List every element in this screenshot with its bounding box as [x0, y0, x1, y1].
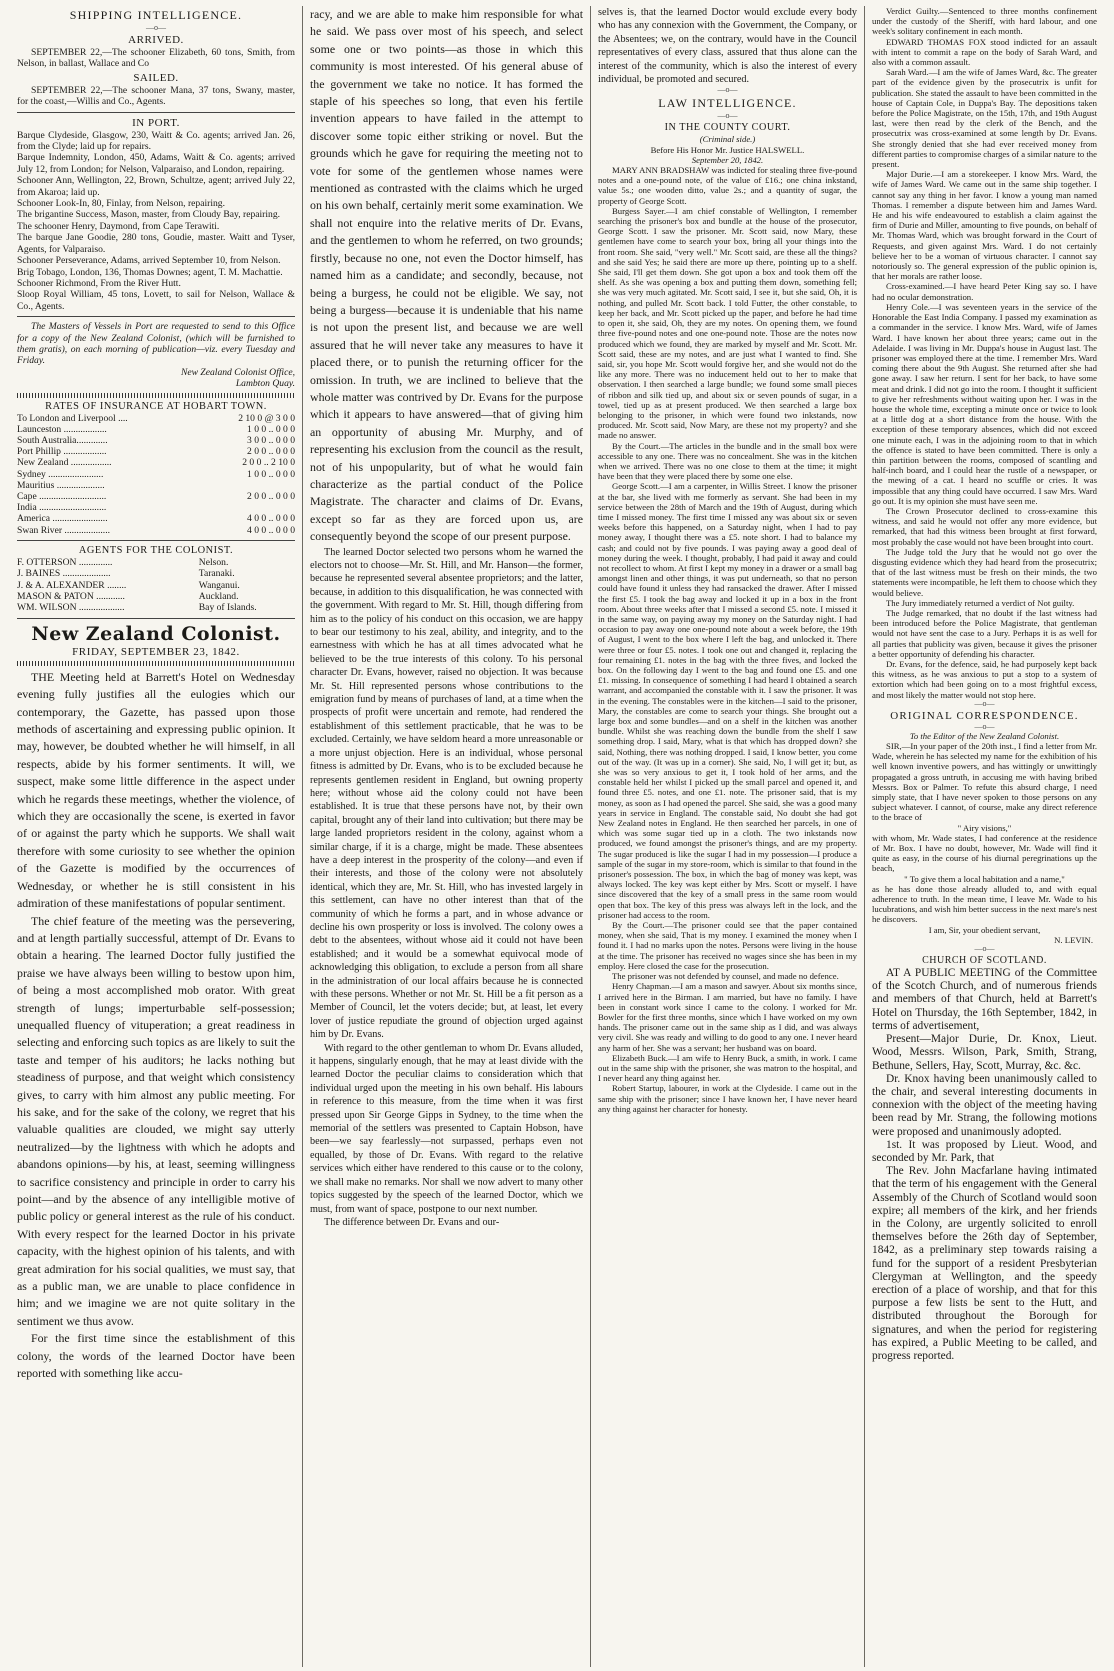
table-row: MASON & PATON ............ Auckland.	[17, 591, 239, 603]
editorial-paragraph: The learned Doctor selected two persons whom he warned the electors not to choose—Mr. St. Hill, and Mr. Hanson—the former, because he represented several absentee proprietors; and the latter, because, in addition to this disqualification, he was connected with the government. With regard to Mr. St. Hill, though differing from him as to the policy of his conduct on this occasion, we are happy to bear our testimony to his zeal, ability, and integrity, and to the earnestness with which he has at all times advocated what he believed to be the true interests of this colony. To his personal character Dr. Evans, however, raised no objection. It was because Mr. St. Hill represented persons whose contributions to the emigration fund by means of purchases of land, at a time when the prospects of profit were uncertain and remote, had rendered the establishment of this settlement practicable, that he was to be excluded. Certainly, we have seldom heard a more unreasonable or a more unjust objection. Here is an individual, whose personal fitness is admitted by Dr. Evans, who is to be excluded because he represents gentlemen resident in England, but owning property here; without whose aid the colony could not have been established. It is true that these persons have not, by their own capital, brought any of their land into cultivation; but there may be large landed proprietors resident in the colony, against whom a similar charge, if it is a charge, might be made. These absentees have a deep interest in the prosperity of the colony—and even if their interests, and those of the colony were not absolutely identical, which they are, Mr. St. Hill, who has invested largely in this settlement, can have no other interest than that of the community of which he forms a part, and in whose advance or decline his own prosperity or loss is involved. The colony owes a debt to the absentees, without whose aid it could not have been established; and it would be a somewhat equivocal mode of acknowledging this obligation, to exclude a person from all share in the administration of our local affairs because he is connected with these persons. Whether or not Mr. St. Hill be a fit person as a Member of Council, let the voters decide; but, at least, let every lover of justice repudiate the ground of objection urged against him by Dr. Evans.	[310, 546, 583, 1041]
letter-quote: " To give them a local habitation and a name,"	[904, 873, 1065, 884]
table-row: To London and Liverpool .... 2 10 0 @ 3 0 0	[17, 412, 295, 424]
column-4	[864, 6, 1104, 1667]
table-row: F. OTTERSON .............. Nelson.	[17, 556, 229, 568]
church-paragraph: Present—Major Durie, Dr. Knox, Lieut. Wood, Messrs. Wilson, Park, Smith, Strang, Bethune, Sellers, Hay, Scott, Murray, &c. &c.	[872, 1033, 1097, 1072]
church-paragraph: AT A PUBLIC MEETING of the Committee of the Scotch Church, and of numerous friends and members of that Church, held at Barrett's Hotel on Thursday, the 16th September, 1842, in terms of advertisement,	[872, 967, 1097, 1032]
letter-paragraph: SIR,—In your paper of the 20th inst., I find a letter from Mr. Wade, wherein he has selected my name for the exhibition of his well known inventive powers, and has wittingly or unwittingly propagated a gross untruth, in accusing me with having bribed Messrs. Box or Palmer. To refute this absurd charge, I need simply state, that I have never spoken to those persons on any subject whatever. I cannot, of course, make any direct reference to the brace of	[872, 741, 1097, 823]
letter-signature: N. LEVIN.	[1054, 934, 1093, 945]
church-paragraph: Dr. Knox having been unanimously called to the chair, and several interesting documents in connexion with the object of the meeting having been read by Mr. Strang, the following motions were proposed and unanimously adopted.	[872, 1072, 1097, 1138]
masters-notice: The Masters of Vessels in Port are requested to send to this Office for a copy of the New Zealand Colonist, (which will be furnished to them gratis), on each morning of publication—viz. every Tuesday and Friday.	[17, 321, 295, 367]
correspondence-heading: ORIGINAL CORRESPONDENCE.	[890, 709, 1079, 722]
editorial-paragraph: racy, and we are able to make him responsible for what he said. We pass over most of his speech, and select some one or two points—as those in which this community is most interested. Of his general abuse of the government we take no notice. It has formed the staple of his speeches so long, that even his fertile invention appears to have failed in the attempt to discover some topic either striking or novel. But the grounds which he gave for requiring the meeting not to vote for some of the gentlemen whose names were mentioned as contrasted with the claims which he urged on his own behalf, certainly merit some examination. We shall not enquire into the relative merits of Dr. Evans, and the gentlemen to whom he referred, on two grounds; firstly, because no one, not even the Doctor himself, has named him as a candidate; and secondly, because, not being a burgess, he could not be eligible. We say, not being a burgess—because it is undeniable that his name is not upon the present list, and because we are well assured that he will never take any measures to have it placed there, or to punish the returning officer for the omission. In truth, we are inclined to believe that the whole matter was contrived by Dr. Evans for the purpose which it appears to have answered—that of giving him an opportunity of abusing Mr. Murphy, and of representing his exclusion from the council as the result, not of his unpopularity, but of what he would fain characterize as the partial conduct of the Police Magistrate. The character and claims of Dr. Evans, except so far as they are forced upon us, are consequently beyond the scope of our present purpose.	[310, 7, 583, 544]
insurance-table	[17, 413, 295, 536]
editorial-paragraph: With regard to the other gentleman to whom Dr. Evans alluded, it happens, singularly enough, that he may at least divide with the learned Doctor the peculiar claims to consideration which that individual urged upon the meeting in his own behalf. His labours in reference to this measure, from the time when it was first pressed upon Sir George Gipps in Sydney, to the time when the memorial of the settlers was presented to Captain Hobson, have been—we say fearlessly—not surpassed, perhaps even not equalled, by those of Dr. Evans. With regard to the relative services which either have rendered to this cause or to the colony, we shall make no remarks. Nor shall we now advert to many other topics suggested by the speech of the learned Doctor, which we must, from want of space, postpone to our next number.	[310, 1042, 583, 1215]
arrived-entry: SEPTEMBER 22,—The schooner Elizabeth, 60 tons, Smith, from Nelson, in ballast, Wallace and Co	[17, 47, 295, 70]
court-paragraph: Dr. Evans, for the defence, said, he had purposely kept back this witness, as he was anxious to put a stop to a system of extortion which had been going on to a most frightful excess, and most likely the matter would not stop here.	[872, 659, 1097, 700]
ornament: —o—	[974, 721, 995, 731]
table-row: America ....................... 4 0 0 .. 0 0 0	[17, 513, 295, 525]
table-row: Swan River ................... 4 0 0 .. 0 0 0	[17, 524, 295, 536]
court-paragraph: By the Court.—The prisoner could see that the paper contained money, when she said, That is my money. I examined the money when I found it. I had no marks upon the notes. Persons were living in the house at the time. The prisoner has received no wages since she has been in my employ. Here closed the case for the prosecution.	[598, 920, 857, 971]
church-heading: CHURCH OF SCOTLAND.	[922, 955, 1047, 967]
court-paragraph: Robert Startup, labourer, in work at the Clydeside. I came out in the same ship with the prisoner; since I have known her, I have never heard any thing against her character for honesty.	[598, 1083, 857, 1114]
sailed-entry: SEPTEMBER 22,—The schooner Mana, 37 tons, Swany, master, for the coast,—Willis and Co., Agents.	[17, 84, 295, 108]
masthead-title: New Zealand Colonist.	[31, 622, 281, 645]
agents-heading: AGENTS FOR THE COLONIST.	[78, 544, 234, 556]
table-row: South Australia............. 3 0 0 .. 0 0 0	[17, 434, 295, 446]
court-date: September 20, 1842.	[691, 154, 764, 165]
table-row: Sydney ....................... 1 0 0 .. 0 0 0	[17, 468, 295, 480]
column-3	[590, 6, 864, 1667]
table-row: New Zealand ................. 2 0 0 .. 2 10 0	[17, 457, 295, 469]
court-side: (Criminal side.)	[699, 134, 756, 145]
court-paragraph: George Scott.—I am a carpenter, in Willis Street. I know the prisoner at the bar, she lived with me formerly as servant. She had been in my service between the 28th of March and the 19th of August, during which time I missed money. The first time I missed any was about six or seven weeks before this happened, on a Saturday night, when I had to pay money away, I thought there was a £5. note short. I had to balance my cash; and could not by five pounds. I was paying away a good deal of money during the week. I thought, probably, I had paid it away and could not recollect to whom. At first I kept my money in a drawer or a small bag amongst linen and other things, it was put underneath, so that no person could have found it unless they had ransacked the drawer. After I missed the first £5. I took the bag away and locked it up in a box in the front room. About three weeks after that I missed a second £5. note. I missed it in the same way, on paying away my money on the Saturday night. I had occasion to pay away one one-pound note about a week before, the 19th of August, I went to the box where I left the bag, and unlocked it. There were three or four £5. notes. I took one out and changed it, replacing the four remaining £1. notes in the bag with the three fives, and locked the box. On the following day I went to the bag and found one £5. and one £1. missing. In consequence of something I had heard I obtained a search warrant, and accompanied the constable with it. I saw the prisoner. It was in the evening. The constables were in the kitchen—I said to the prisoner, Mary, the constables are come to search your things. She brought out a large box and some bundles—and on a shelf in the kitchen was another bundle. Whilst she was reaching down the bundle from the shelf I saw something drop. I said, Mary, what is that which has dropped down? she said, Nothing, there was nothing dropped. I said, I know better, you come out of the way. (It was up in a corner). She said, No, I will get it; but, as she was so very anxious to get it, I took hold of her arms, and the constable held her whilst I picked up the small parcel and opened it, and found three £5. notes, and one £1. note. The prisoner said, that is my money, as soon as I had opened the parcel. She said, she was a good many years in service in England. The constable said, No doubt she had got New Zealand notes in England. He then searched her parcels, in one of which was some sugar tied up in a cloth. The two inkstands now produced, we found amongst the prisoner's things, and are my property. The sugar produced is like the sugar I had in my possession—I produce a sample of the sugar in my store-room, which is similar to that found in the prisoner's possession. The box, in which the bag of money was kept, was always locked. The key was kept either by Mrs. Scott or myself. I have since discovered that the key of a small press in the same room would open that box. The key of this press was always left in the lock, and the prisoner had access to the room.	[598, 481, 857, 920]
divider	[17, 393, 295, 398]
ornament: —o—	[717, 85, 738, 95]
divider	[17, 618, 295, 619]
arrived-heading: ARRIVED.	[128, 34, 184, 46]
letter-paragraph: as he has done those already alluded to, and with equal adherence to truth. In the mean time, I leave Mr. Wade to his lucubrations, and wish him better success in the next mare's nest he discovers.	[872, 883, 1097, 925]
office-name: New Zealand Colonist Office,	[180, 366, 295, 378]
court-paragraph: The Crown Prosecutor declined to cross-examine this witness, and said he would not offer any more evidence, but remarked, that had this witness been brought at first forward, most probably the case would not have been brought into court.	[872, 505, 1097, 547]
court-paragraph: The Jury immediately returned a verdict of Not guilty.	[886, 597, 1075, 608]
ornament: —o—	[974, 698, 995, 708]
list-item: Barque Clydeside, Glasgow, 230, Waitt & Co. agents; arrived Jan. 26, from the Clyde; laid up for repairs.	[17, 129, 295, 153]
list-item: Barque Indemnity, London, 450, Adams, Waitt & Co. agents; arrived July 12, from London; for Nelson, Valparaiso, and London, repairing.	[17, 152, 295, 175]
agents-table	[17, 557, 295, 614]
law-heading: LAW INTELLIGENCE.	[658, 96, 797, 111]
court-paragraph: Henry Chapman.—I am a mason and sawyer. About six months since, I arrived here in the Birman. I am married, but have no family. I have been in constant work since I came to the colony. I worked for Mr. Bowler for the first three months, since which I have worked on my own hands. The prisoner came out in the same ship as I did, and was always very civil. She was ready and willing to do good to any one. I never heard any harm of her. She was a servant; her husband was on board.	[598, 981, 857, 1053]
divider	[17, 316, 295, 317]
court-paragraph: The Judge told the Jury that he would not go over the disgusting evidence which they had heard from the prosecutrix; that of the last witness must be fresh on their minds, the two statements were incompatible, he left them to choose which they would believe.	[872, 546, 1097, 598]
court-paragraph: Cross-examined.—I have heard Peter King say so. I have had no ocular demonstration.	[872, 281, 1097, 302]
editorial-paragraph: THE Meeting held at Barrett's Hotel on Wednesday evening fully justifies all the eulogies which our contemporary, the Gazette, has passed upon those methods of ascertaining and expressing public opinion. It may, however, be doubted whether he will himself, in all respects, abide by his former sentiments. It will, we suspect, make some little difference in the aspect under which he regards these meetings, whether the violence, of which they are occasionally the scene, is exerted in favor of or against the party which he supports. We shall wait therefore with some curiosity to see whether the opinion of the Gazette is modified by the occurrences of Wednesday, or whether he is still consistent in his admiration of these manifestations of popular sentiment.	[17, 669, 295, 911]
ornament: —o—	[146, 23, 166, 32]
insurance-heading: RATES OF INSURANCE AT HOBART TOWN.	[45, 400, 267, 412]
divider	[17, 540, 295, 541]
court-paragraph: Major Durie.—I am a storekeeper. I know Mrs. Ward, the wife of James Ward. We came out in the same ship together. I cannot say any thing in her favor. I know a young man named Thomas. I remember a dispute between him and James Ward. He and his wife endeavoured to establish a claim against the firm of Durie and Miller, amounting to five pounds, on behalf of Mr. Thomas Ward, which was brought forward in the Court of Requests, and given against Mrs. Ward. I do not certainly believe her to be a woman of virtuous character. I cannot say notoriously so. The general expression of the public opinion is, that her morals are rather loose.	[872, 169, 1097, 282]
editorial-paragraph: For the first time since the establishment of this colony, the words of the learned Doctor have been reported with something like accu-	[17, 1331, 295, 1381]
court-paragraph: By the Court.—The articles in the bundle and in the small box were accessible to any one. There was no concealment. She was in the kitchen when we arrived. There was no one close to them at the time; it might have been that they were placed there by some one else.	[598, 440, 857, 482]
court-paragraph: Elizabeth Buck.—I am wife to Henry Buck, a smith, in work. I came out in the same ship with the prisoner, she was matron to the hospital, and I never heard any thing against her.	[598, 1052, 857, 1084]
divider	[17, 112, 295, 113]
letter-paragraph: with whom, Mr. Wade states, I had conference at the residence of Mr. Box. I have no doubt, however, Mr. Wade will find it quite as easy, in the course of his diurnal peregrinations up the beach,	[872, 832, 1097, 874]
table-row: J. & A. ALEXANDER ........ Wanganui.	[17, 579, 240, 591]
masthead-date: FRIDAY, SEPTEMBER 23, 1842.	[72, 645, 240, 658]
letter-close: I am, Sir, your obedient servant,	[928, 924, 1041, 935]
sailed-heading: SAILED.	[133, 71, 179, 84]
court-paragraph: EDWARD THOMAS FOX stood indicted for an assault with intent to commit a rape on the body of Sarah Ward, and also with a common assault.	[872, 36, 1097, 68]
table-row: Launceston .................. 1 0 0 .. 0 0 0	[17, 423, 295, 435]
court-paragraph: The Judge remarked, that no doubt if the last witness had been introduced before the Police Magistrate, that gentleman would not have sent the case to a Jury. Perhaps it is as well for all parties that publicity was given, because it gives the prisoner a better opportunity of defending his character.	[872, 607, 1097, 659]
list-item: The schooner Henry, Daymond, from Cape Terawiti.	[17, 220, 220, 232]
table-row: India ............................	[17, 502, 107, 514]
editorial-paragraph: selves is, that the learned Doctor would exclude every body who has any connexion with the Government, the Company, or the Absentees; we, on the contrary, would have in the Council representatives of every class, assured that thus alone can the interest of the community, which is also the interest of every individual, be promoted and secured.	[598, 7, 857, 86]
editorial-paragraph: The difference between Dr. Evans and our-	[324, 1216, 500, 1228]
list-item: The brigantine Success, Mason, master, from Cloudy Bay, repairing.	[17, 209, 281, 221]
list-item: Schooner Perseverance, Adams, arrived September 10, from Nelson.	[17, 255, 281, 267]
column-2	[302, 6, 590, 1667]
list-item: Schooner Ann, Wellington, 22, Brown, Schultze, agent; arrived July 22, from Akaroa; laid up.	[17, 175, 295, 198]
court-paragraph: Verdict Guilty.—Sentenced to three months confinement under the custody of the Sheriff, with hard labour, and one week's solitary confinement in each month.	[872, 6, 1097, 37]
church-paragraph: The Rev. John Macfarlane having intimated that the term of his engagement with the General Assembly of the Church of Scotland would soon expire; all members of the kirk, and her friends in the Colony, are urgently solicited to enroll themselves before the 26th day of September, 1842, as a preliminary step towards raising a fund for the support of a resident Presbyterian Clergyman at Wellington, and the speedy erection of a place of worship, and that for this purpose a few lists be sent to the Hutt, and distributed throughout the Borough for signatures, and when the period for registering has expired, a Public Meeting to be called, and progress reported.	[872, 1165, 1097, 1362]
correspondence-to: To the Editor of the New Zealand Colonist.	[909, 730, 1060, 741]
court-paragraph: MARY ANN BRADSHAW was indicted for stealing three five-pound notes and a one-pound note, of the value of £16.; one china inkstand, value 5s.; one wooden ditto, value 2s.; and a quantity of sugar, the property of George Scott.	[598, 165, 857, 206]
court-judge: Before His Honor Mr. Justice HALSWELL.	[650, 144, 805, 155]
in-port-list	[17, 130, 295, 313]
court-paragraph: Burgess Sayer.—I am chief constable of Wellington, I remember searching the prisoner's box and bundle at the house of the prosecutor, George Scott. I saw the prisoner. Mr. Scott said, now Mary, these gentlemen have come to search your box, bring all your things into the front room. She said, "very well." Mr. Scott said, are these all the things? and she said Yes; he said there are more up there, pointing up to a shelf. She said, I'll get them down. She got upon a box and took them off the shelf. As she was opening a box and putting them down, something fell; she was very much agitated. Mr. Scott said, I see it, but she said, Oh, it is nothing, and pulled Mr. Scott back. I told Futter, the other constable, to keep her back, and Mr. Scott picked up the paper, and before he had time to open it, she said, Oh, they are my notes. On opening them, we found three five-pound notes and one one-pound note. Those are the notes now produced which we found, they are marked by myself and Mr. Scott. Mr. Scott said, these are my notes, and are just what I wanted to find. She said, sir, you hope Mr. Scott would forgive her, and she would not do the like any more. There was no inducement held out to her to make that observation. I then searched a large bundle; we found some small pieces of ribbon and silk tied up, and about six or seven pounds of sugar, in a towel, tied up as at present produced. We then searched a large box belonging to the prisoner, in which were found two inkstands, now produced. Mr. Scott said, Now Mary, are these not my property? and she made no answer.	[598, 205, 857, 441]
list-item: The barque Jane Goodie, 280 tons, Goudie, master. Waitt and Tyser, Agents, for Valparaiso.	[17, 232, 295, 255]
court-heading: IN THE COUNTY COURT.	[664, 122, 791, 134]
court-paragraph: The prisoner was not defended by counsel, and made no defence.	[612, 971, 839, 982]
ornament: —o—	[717, 111, 738, 121]
office-place: Lambton Quay.	[235, 378, 295, 390]
editorial-paragraph: The chief feature of the meeting was the persevering, and at length partially successful, attempt of Dr. Evans to obtain a hearing. The learned Doctor fully justified the praise we have always been willing to bestow upon him, of being a most accomplished mob orator. With great strength of lungs; imperturbable self-possession; unequalled fluency of vituperation; a great readiness in selecting and enforcing such topics as are likely to suit the taste and temper of his auditors; he lacks nothing but steadiness of purpose, and that weight which consistency gives, to carry with him almost any public meeting. For his sake, and for the sake of the colony, we regret that his valuable qualities are clouded, we might say utterly neutralized—by the lightness with which he adopts and abandons opinions—by his, at least, seeming willingness to sacrifice consistency and principle in order to carry his point—and by the absence of any intelligible motive of public policy or general interest as the rule of his conduct. With every respect for the learned Doctor in his private capacity, with the highest opinion of his talents, and with great admiration for his social qualities, we must say, that as a public man, we are unable to place confidence in him; and we imagine we are not quite solitary in the sentiment we thus avow.	[17, 913, 295, 1328]
letter-quote: " Airy visions,"	[957, 822, 1012, 833]
list-item: Schooner Look-In, 80, Finlay, from Nelson, repairing.	[17, 198, 225, 210]
court-paragraph: Sarah Ward.—I am the wife of James Ward, &c. The greater part of the evidence given by the prosecutrix is unfit for publication. She stated the assault to have been committed in the house of Captain Cole, in Duppa's Bay. The depositions taken before the Police Magistrate, on the 15th, 17th, and 19th August last, were then read by the clerk of the Bench, and the prosecutrix was cross-examined at some length by Dr. Evans. She strongly denied that she had ever received money from different parties to compromise charges of a similar nature to the present.	[872, 67, 1097, 170]
list-item: Schooner Richmond, From the River Hutt.	[17, 277, 181, 289]
table-row: J. BAINES .................... Taranaki.	[17, 568, 235, 580]
column-1	[10, 6, 302, 1667]
ornament: —o—	[974, 944, 995, 954]
court-paragraph: Henry Cole.—I was seventeen years in the service of the Honorable the East India Company. I passed my examination as a commander in the service. I know Mrs. Ward, wife of James Ward. I have known her about three years; came out in the Adelaide. I was living in Mr. Duppa's house in August last. The prisoner was employed there at the time. I remember Mrs. Ward coming there about the 9th August. She returned after she had gone away. I saw her return. I sent for her back, to have some meat and drink. I did not go into the room. I thought it sufficient to give her refreshments without waiting upon her. I was in the house the whole time, excepting a minute once or twice to look at a little dog at a short distance from the house. With the exception of these temporary absences, which did not exceed one minute each, I was in the adjoining room to that in which the offence is stated to have been committed. There is only a thin partition between the rooms, composed of scantling and half-inch board, and I could hear the rustle of a newspaper, or the mewing of a cat. I heard no scuffle or cries. It was impossible that any thing could have occurred. I saw Mrs. Ward go out. It is my opinion she must have seen me.	[872, 301, 1097, 506]
list-item: Sloop Royal William, 45 tons, Lovett, to sail for Nelson, Wallace & Co., Agents.	[17, 289, 295, 312]
table-row: Port Phillip .................. 2 0 0 .. 0 0 0	[17, 446, 295, 458]
in-port-heading: IN PORT.	[132, 116, 180, 129]
table-row: Mauritius ....................	[17, 479, 105, 491]
table-row: Cape ............................ 2 0 0 .. 0 0 0	[17, 490, 295, 502]
list-item: Brig Tobago, London, 136, Thomas Downes; agent, T. M. Machattie.	[17, 266, 283, 278]
table-row: WM. WILSON ................... Bay of Islands.	[17, 602, 257, 614]
church-paragraph: 1st. It was proposed by Lieut. Wood, and seconded by Mr. Park, that	[872, 1138, 1097, 1164]
divider	[17, 661, 295, 666]
shipping-heading: SHIPPING INTELLIGENCE.	[69, 8, 243, 22]
